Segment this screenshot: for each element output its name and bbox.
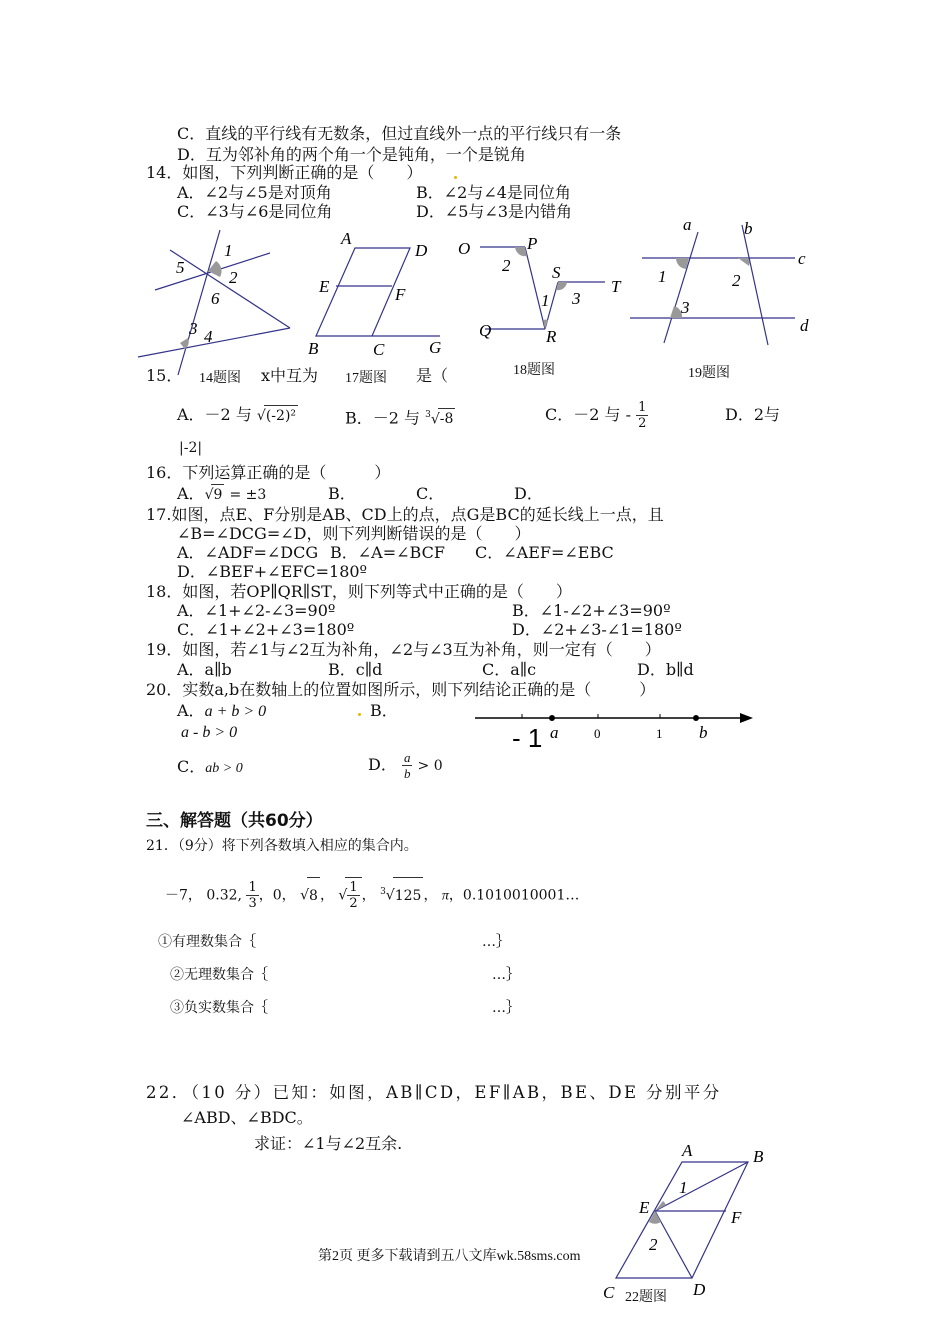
fig18-label-T: T xyxy=(611,277,621,296)
figure-22 xyxy=(600,1135,780,1310)
q17-line2: ∠B=∠DCG=∠D，则下列判断错误的是（ ） xyxy=(177,524,531,543)
q21-set-negative-end: …｝ xyxy=(492,1000,520,1016)
fig22-label-F: F xyxy=(731,1208,742,1227)
q21-n1: －7， xyxy=(165,887,202,904)
q21-n6-den: 2 xyxy=(349,896,358,912)
q19-option-c: C．a∥c xyxy=(482,660,537,679)
q21-n5: 8 xyxy=(307,877,320,914)
fig22-label-E: E xyxy=(639,1198,650,1217)
q21-stem: 21．（9分）将下列各数填入相应的集合内。 xyxy=(146,838,418,854)
q15-b-prefix: B．－2 与 xyxy=(345,408,421,428)
q20-a-prefix: A． xyxy=(177,701,205,720)
q20-d-post: > 0 xyxy=(417,758,443,774)
q16-option-d: D． xyxy=(514,484,543,503)
q15-stem-end: 是（ xyxy=(416,366,449,385)
q21-n7: 125 xyxy=(393,877,424,914)
number-line-one: 1 xyxy=(656,726,663,741)
page-footer: 第2页 更多下载请到五八文库wk.58sms.com xyxy=(318,1249,581,1264)
q15-d-abs: |-2| xyxy=(179,440,203,456)
figure-18 xyxy=(455,232,635,352)
q21-n2: 0.32, xyxy=(206,887,242,904)
q15-option-b: B．－2 与 $^3$√-8 xyxy=(345,408,454,428)
fig17-label-F: F xyxy=(395,285,406,304)
fig18-label-S: S xyxy=(552,263,561,282)
q20-a-expr: a + b > 0 xyxy=(204,703,267,720)
q21-set-rational: ①有理数集合｛ xyxy=(158,934,256,950)
fig22-label-1: 1 xyxy=(679,1178,688,1197)
q15-option-d: D．2与 xyxy=(725,405,781,424)
q14-option-a: A．∠2与∠5是对顶角 xyxy=(177,183,332,202)
q20-option-d xyxy=(368,750,443,781)
fig18-label-R: R xyxy=(546,327,557,346)
number-line-a: a xyxy=(550,723,559,742)
q20-c-expr: ab > 0 xyxy=(205,761,243,776)
number-line xyxy=(470,705,760,755)
figure-17 xyxy=(300,228,460,368)
fig19-label-d: d xyxy=(800,316,809,335)
fig17-label-D: D xyxy=(415,241,428,260)
q18-option-d: D．∠2+∠3-∠1=180º xyxy=(512,620,682,639)
q20-option-b: B． xyxy=(370,701,398,720)
decorative-dot xyxy=(358,713,361,716)
q15-stem-mid: x中互为 xyxy=(261,366,319,385)
decorative-dot xyxy=(454,176,457,179)
q16-option-a: A．√9 = ±3 xyxy=(177,484,267,503)
q20-d-den: b xyxy=(403,766,411,781)
q19-option-d: D．b∥d xyxy=(637,660,694,679)
q19-stem: 19．如图，若∠1与∠2互为补角，∠2与∠3互为补角，则一定有（ ） xyxy=(146,640,661,659)
q21-n3-den: 3 xyxy=(248,896,257,912)
fig17-label-C: C xyxy=(373,340,385,359)
q16-a-prefix: A． xyxy=(177,484,205,503)
q18-option-b: B．∠1-∠2+∠3=90º xyxy=(512,601,671,620)
q13-option-d: D．互为邻补角的两个角一个是钝角，一个是锐角 xyxy=(177,145,526,164)
q15-stem-start: 15． xyxy=(146,366,183,385)
q18-option-c: C．∠1+∠2+∠3=180º xyxy=(177,620,355,639)
q13-option-c: C．直线的平行线有无数条，但过直线外一点的平行线只有一条 xyxy=(177,124,622,143)
fig19-label-1: 1 xyxy=(658,267,667,286)
q15-b-index: 3 xyxy=(425,410,431,420)
q22-line2: ∠ABD、∠BDC。 xyxy=(181,1108,313,1127)
q15-c-prefix: C．－2 与 - xyxy=(545,405,632,424)
q15-a-radicand: (-2)² xyxy=(264,405,298,426)
q15-option-a: A．－2 与 √(-2)² xyxy=(177,405,297,424)
q16-stem: 16．下列运算正确的是（ ） xyxy=(146,463,391,482)
fig18-label-2: 2 xyxy=(502,256,511,275)
q22-prove: 求证：∠1与∠2互余. xyxy=(254,1134,403,1153)
q15-c-num: 1 xyxy=(638,400,647,415)
fig22-label-A: A xyxy=(682,1141,693,1160)
number-line-b: b xyxy=(699,723,708,742)
fig18-label-O: O xyxy=(458,239,471,258)
q17-option-a: A．∠ADF=∠DCG xyxy=(177,543,319,562)
fig14-label-2: 2 xyxy=(229,268,238,287)
q22-line1: 22．（10 分）已知：如图，AB∥CD，EF∥AB，BE、DE 分别平分 xyxy=(146,1083,722,1102)
fig19-label-2: 2 xyxy=(732,271,741,290)
q17-line1: 17.如图，点E、F分别是AB、CD上的点，点G是BC的延长线上一点，且 xyxy=(146,505,664,524)
q20-option-a xyxy=(177,701,266,722)
fig18-label-P: P xyxy=(527,234,538,253)
fig19-label-b: b xyxy=(744,219,753,238)
q18-stem: 18．如图，若OP∥QR∥ST，则下列等式中正确的是（ ） xyxy=(146,582,572,601)
caption-fig14: 14题图 xyxy=(197,369,243,389)
q16-a-radicand: 9 xyxy=(211,484,224,505)
q14-stem: 14．如图，下列判断正确的是（ ） xyxy=(146,163,423,182)
fig17-label-E: E xyxy=(319,277,330,296)
q19-option-a: A．a∥b xyxy=(177,660,232,679)
q20-c-prefix: C． xyxy=(177,757,206,776)
q21-set-rational-end: …｝ xyxy=(482,934,510,950)
q20-b-expr: a - b > 0 xyxy=(181,724,238,741)
q15-a-prefix: A．－2 与 xyxy=(177,405,252,424)
q19-option-b: B．c∥d xyxy=(328,660,383,679)
fig17-label-G: G xyxy=(429,338,442,357)
fig14-label-5: 5 xyxy=(176,258,185,277)
caption-fig17: 17题图 xyxy=(343,369,389,389)
fig14-label-6: 6 xyxy=(211,289,220,308)
q20-d-prefix: D． xyxy=(368,755,397,774)
fig19-label-c: c xyxy=(798,249,806,268)
q15-b-radicand: -8 xyxy=(438,408,456,429)
q14-option-c: C．∠3与∠6是同位角 xyxy=(177,202,333,221)
q21-n6-num: 1 xyxy=(349,880,358,896)
caption-fig22: 22题图 xyxy=(625,1290,667,1305)
fig19-label-a: a xyxy=(683,215,692,234)
figure-19 xyxy=(620,210,820,355)
q21-n9: ，0.1010010001… xyxy=(448,887,580,904)
q21-set-irrational: ②无理数集合｛ xyxy=(170,967,268,983)
q17-option-c: C．∠AEF=∠EBC xyxy=(475,543,614,562)
q20-option-c xyxy=(177,757,243,779)
q21-n7-index: 3 xyxy=(380,887,386,897)
q21-set-negative: ③负实数集合｛ xyxy=(170,1000,268,1016)
q21-numbers: －7， 0.32, $\frac{1}{3}$ ，0， √8 ， √ $\frac{1}{2}$ ， $^3$√125 ， π，0.1010010001… xyxy=(165,874,579,915)
q17-option-b: B．∠A=∠BCF xyxy=(330,543,445,562)
q21-n8: π xyxy=(441,888,449,904)
q18-option-a: A．∠1+∠2-∠3=90º xyxy=(177,601,336,620)
q20-stem: 20．实数a,b在数轴上的位置如图所示，则下列结论正确的是（ ） xyxy=(146,680,656,699)
fig18-label-3: 3 xyxy=(572,289,581,308)
fig22-label-2: 2 xyxy=(649,1235,658,1254)
fig14-label-1: 1 xyxy=(224,241,233,260)
fig14-label-3: 3 xyxy=(189,319,198,338)
caption-fig18: 18题图 xyxy=(513,363,555,378)
q16-option-c: C． xyxy=(416,484,445,503)
fig14-label-4: 4 xyxy=(204,327,213,346)
q16-option-b: B． xyxy=(328,484,356,503)
fig19-label-3: 3 xyxy=(681,298,690,317)
section-title: 三、解答题（共60分） xyxy=(146,811,323,831)
fig17-label-A: A xyxy=(341,229,352,248)
q20-d-num: a xyxy=(403,750,411,765)
q21-n3-num: 1 xyxy=(248,880,257,896)
q21-n4: ，0， xyxy=(258,887,296,904)
q14-option-d: D．∠5与∠3是内错角 xyxy=(416,202,573,221)
fig17-label-B: B xyxy=(308,339,319,358)
number-line-minus-one: - 1 xyxy=(512,723,543,753)
fig22-label-D: D xyxy=(693,1280,706,1299)
fig18-label-1: 1 xyxy=(541,291,550,310)
q14-option-b: B．∠2与∠4是同位角 xyxy=(416,183,571,202)
fig22-label-B: B xyxy=(753,1147,764,1166)
q15-c-den: 2 xyxy=(638,416,647,431)
q21-set-irrational-end: …｝ xyxy=(492,967,520,983)
q17-option-d: D．∠BEF+∠EFC=180º xyxy=(177,562,368,581)
fig18-label-Q: Q xyxy=(479,321,492,340)
q16-a-result: = ±3 xyxy=(229,487,267,503)
fig22-label-C: C xyxy=(603,1283,615,1302)
figure-14 xyxy=(130,225,310,385)
number-line-zero: 0 xyxy=(594,726,601,741)
caption-fig19: 19题图 xyxy=(688,366,730,381)
q15-option-c xyxy=(545,400,648,431)
